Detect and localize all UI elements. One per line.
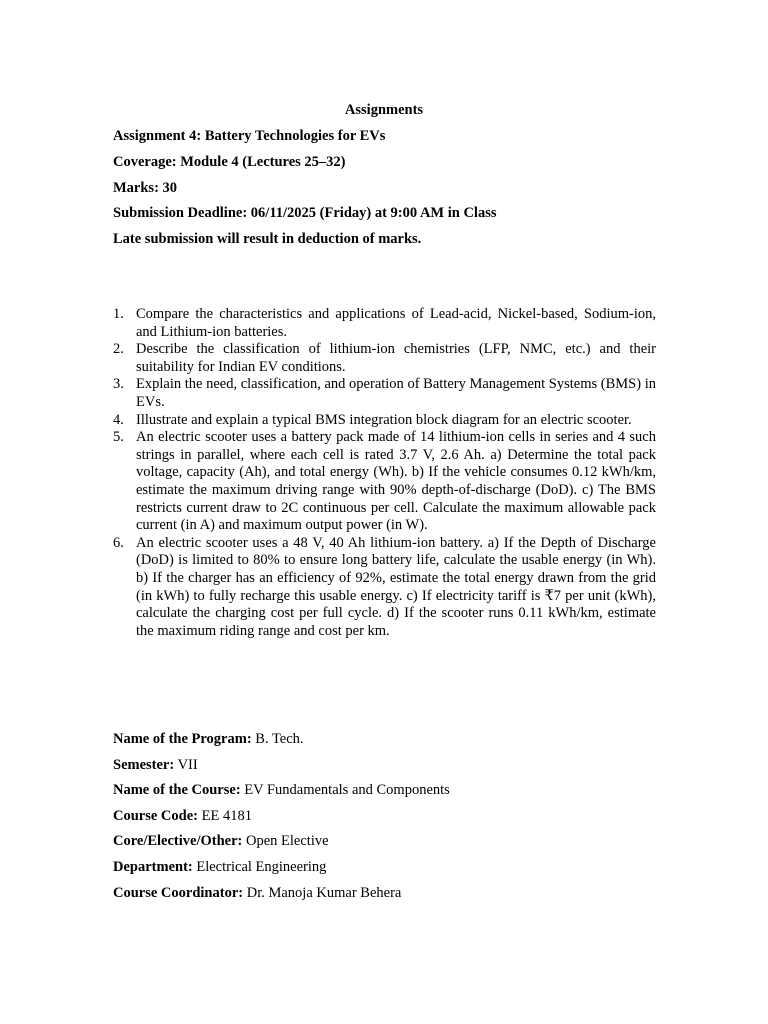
question-text: An electric scooter uses a 48 V, 40 Ah lithium-ion battery. a) If the Depth of Discharge (DoD) is limited to 80% to ensure long battery life, calculate the usable energy (in Wh). b) If the charger has an efficiency of 92%, estimate the total energy drawn from the grid (in kWh) to fully recharge this usable energy. c) If electricity tariff is ₹7 per unit (kWh), calculate the charging cost per full cycle. d) If the scooter runs 0.11 kWh/km, estimate the maximum riding range and cost per km. [136,534,656,639]
course-info [113,730,673,909]
question-item [113,376,656,411]
question-text: An electric scooter uses a battery pack made of 14 lithium-ion cells in series and 4 such strings in parallel, where each cell is rated 3.7 V, 2.6 Ah. a) Determine the total pack voltage, capacity (Ah), and total energy (Wh). b) If the vehicle consumes 0.12 kWh/km, estimate the maximum driving range with 90% depth-of-discharge (DoD). c) The BMS restricts current draw to 2C continuous per cell. Calculate the maximum allowable pack current (in A) and maximum output power (in W). [136,429,656,534]
coverage-line: Coverage: Module 4 (Lectures 25–32) [113,153,346,170]
marks-line: Marks: 30 [113,179,178,196]
question-text: Compare the characteristics and applications of Lead-acid, Nickel-based, Sodium-ion, and Lithium-ion batteries. [136,306,656,340]
question-number: 2. [113,341,124,358]
coordinator-value: Dr. Manoja Kumar Behera [246,884,402,901]
question-number: 5. [113,429,124,446]
question-number: 3. [113,376,124,393]
course-code-label: Course Code: [113,807,198,824]
coordinator-row [113,884,673,902]
question-text: Describe the classification of lithium-ion chemistries (LFP, NMC, etc.) and their suitability for Indian EV conditions. [136,341,656,375]
course-code-value: EE 4181 [201,807,252,824]
program-label: Name of the Program: [113,731,252,747]
course-type-label: Core/Elective/Other: [113,833,243,850]
assignment-title: Assignment 4: Battery Technologies for EVs [113,128,386,144]
coordinator-label: Course Coordinator: [113,884,244,901]
course-type-value: Open Elective [246,833,329,850]
question-list [113,306,656,640]
question-text: Explain the need, classification, and operation of Battery Management Systems (BMS) in EVs. [136,376,656,410]
course-code-row [113,807,673,825]
course-name-row [113,781,673,799]
semester-row [113,756,673,774]
page-title: Assignments [344,102,424,118]
course-name-label: Name of the Course: [113,782,241,799]
program-value: B. Tech. [255,731,304,747]
question-text: Illustrate and explain a typical BMS integration block diagram for an electric scooter. [136,411,632,428]
question-number: 1. [113,306,124,322]
semester-label: Semester: [113,756,175,773]
late-submission-note: Late submission will result in deduction of marks. [113,231,422,248]
course-type-row [113,832,673,850]
department-value: Electrical Engineering [196,858,327,875]
question-item [113,535,656,641]
question-item [113,412,656,430]
question-number: 4. [113,411,124,428]
program-row [113,730,673,748]
question-item [113,429,656,535]
department-row [113,858,673,876]
department-label: Department: [113,858,193,875]
question-number: 6. [113,534,124,551]
question-item [113,341,656,376]
semester-value: VII [177,756,198,773]
question-item [113,306,656,341]
course-name-value: EV Fundamentals and Components [244,782,450,799]
deadline-line: Submission Deadline: 06/11/2025 (Friday) at 9:00 AM in Class [113,205,497,222]
assignment-meta [113,127,673,256]
